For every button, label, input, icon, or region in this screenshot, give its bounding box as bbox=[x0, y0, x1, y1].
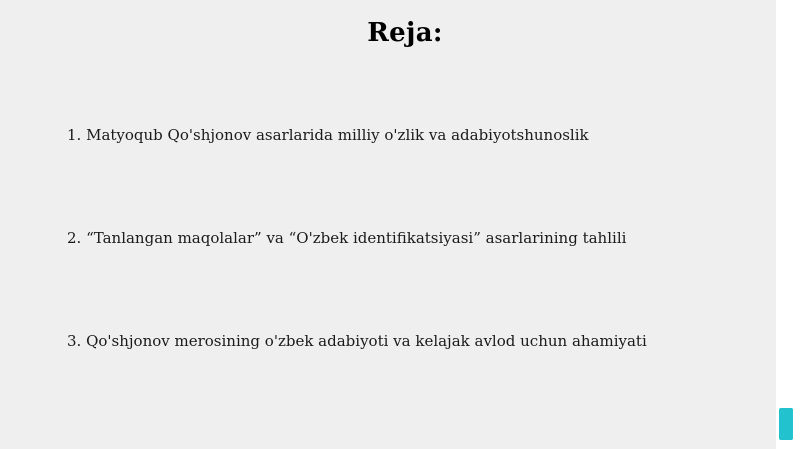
plan-item-1: 1. Matyoqub Qo'shjonov asarlarida milliy o'zlik va adabiyotshunoslik bbox=[67, 126, 589, 144]
plan-item-2: 2. “Tanlangan maqolalar” va “O'zbek identifikatsiyasi” asarlarining tahlili bbox=[67, 229, 627, 247]
plan-item-3: 3. Qo'shjonov merosining o'zbek adabiyoti va kelajak avlod uchun ahamiyati bbox=[67, 332, 647, 350]
slide-title: Reja: bbox=[367, 18, 443, 48]
vertical-scrollbar[interactable] bbox=[776, 0, 800, 449]
scrollbar-thumb[interactable] bbox=[779, 408, 793, 440]
